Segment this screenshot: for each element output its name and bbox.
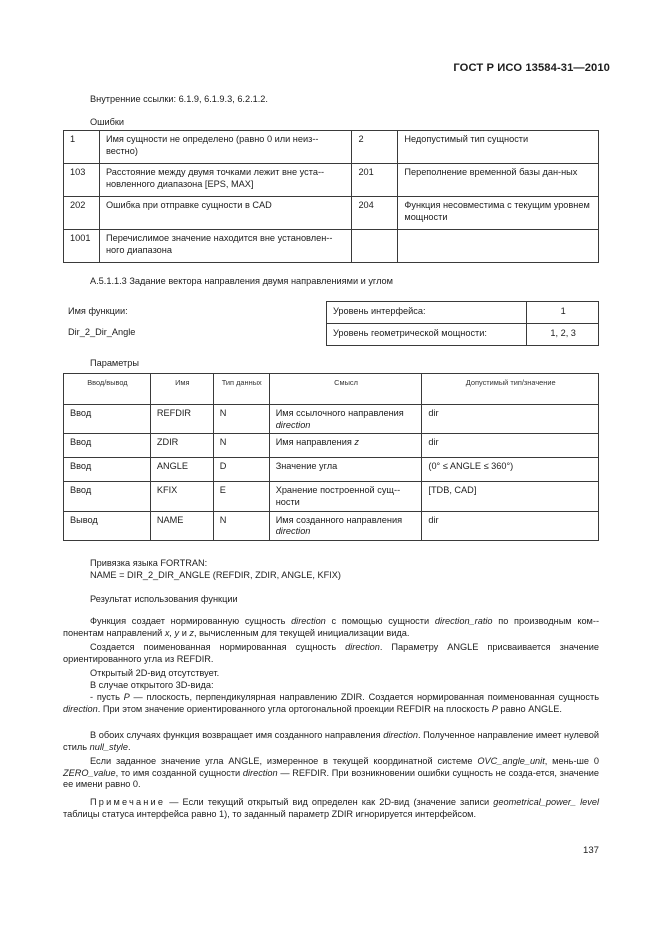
parameters-title: Параметры (90, 358, 139, 368)
error-message: Переполнение временной базы дан-ных (398, 164, 599, 197)
result-paragraph: Создается поименованная нормированная сущность direction. Параметру ANGLE присваивается значение ориентированного угла из REFDIR. (63, 642, 599, 664)
table-row (64, 511, 599, 540)
error-code: 1001 (64, 230, 100, 263)
power-level-label: Уровень геометрической мощности: (327, 324, 527, 346)
errors-title: Ошибки (90, 117, 125, 127)
error-message: Расстояние между двумя точками лежит вне уста-новленного диапазона [EPS, MAX] (99, 164, 351, 197)
param-io: Вывод (64, 511, 151, 540)
meaning-term: z (354, 437, 359, 448)
meaning-text: Имя созданного направления (275, 514, 403, 525)
param-type: N (213, 511, 269, 540)
table-row (64, 131, 599, 164)
result-title: Результат использования функции (90, 594, 238, 604)
param-type: E (213, 482, 269, 511)
result-paragraph: Функция создает нормированную сущность direction с помощью сущности direction_ratio по производным ком-понентам направлений x, y и z, вычисленным для текущей инициализации вида. (63, 616, 599, 638)
param-type: N (213, 434, 269, 458)
error-code: 201 (352, 164, 398, 197)
function-name: Dir_2_Dir_Angle (68, 327, 136, 337)
param-name: ANGLE (150, 458, 213, 482)
param-value: (0° ≤ ANGLE ≤ 360°) (422, 458, 599, 482)
error-code: 2 (352, 131, 398, 164)
document-header: ГОСТ Р ИСО 13584-31—2010 (453, 62, 610, 74)
param-io: Ввод (64, 434, 151, 458)
error-code: 103 (64, 164, 100, 197)
parameters-table (63, 373, 599, 541)
table-row (64, 164, 599, 197)
meaning-text: Имя направления (275, 437, 352, 448)
result-paragraph: В случае открытого 3D-вида: (90, 680, 214, 690)
error-message: Функция несовместима с текущим уровнем мощности (398, 197, 599, 230)
interface-level-label: Уровень интерфейса: (327, 302, 527, 324)
column-header: Смысл (269, 374, 422, 405)
interface-level-value: 1 (527, 302, 599, 324)
error-message: Ошибка при отправке сущности в CAD (99, 197, 351, 230)
note-paragraph: Примечание — Если текущий открытый вид определен как 2D-вид (значение записи geometrical_power_ level таблицы статуса интерфейса равно 1), то заданный параметр ZDIR игнорируется интерфейсом. (63, 797, 599, 819)
param-value: dir (422, 511, 599, 540)
error-message: Недопустимый тип сущности (398, 131, 599, 164)
table-row (64, 482, 599, 511)
param-type: N (213, 405, 269, 434)
param-value: dir (422, 434, 599, 458)
table-row (327, 324, 599, 346)
column-header: Ввод/вывод (64, 374, 151, 405)
param-meaning: Значение угла (269, 458, 422, 482)
param-io: Ввод (64, 405, 151, 434)
fortran-binding-title: Привязка языка FORTRAN: (90, 558, 208, 568)
function-name-label: Имя функции: (68, 306, 128, 316)
param-name: REFDIR (150, 405, 213, 434)
meaning-text: Имя ссылочного направления (275, 408, 404, 418)
table-header-row (64, 374, 599, 405)
param-name: ZDIR (150, 434, 213, 458)
param-meaning (269, 511, 422, 540)
table-row (64, 434, 599, 458)
param-io: Ввод (64, 482, 151, 511)
param-value: dir (422, 405, 599, 434)
table-row (64, 458, 599, 482)
page-number: 137 (582, 845, 599, 856)
error-message: Перечислимое значение находится вне установлен-ного диапазона (99, 230, 351, 263)
param-meaning (269, 405, 422, 434)
param-name: NAME (150, 511, 213, 540)
interface-table (326, 301, 599, 346)
error-code: 1 (64, 131, 100, 164)
result-paragraph: Открытый 2D-вид отсутствует. (90, 668, 220, 678)
param-value: [TDB, CAD] (422, 482, 599, 511)
column-header: Имя (150, 374, 213, 405)
table-row (64, 197, 599, 230)
param-name: KFIX (150, 482, 213, 511)
table-row (64, 230, 599, 263)
error-code (352, 230, 398, 263)
column-header: Тип данных (213, 374, 269, 405)
param-meaning: Хранение построенной сущ-ности (269, 482, 422, 511)
internal-references: Внутренние ссылки: 6.1.9, 6.1.9.3, 6.2.1.2. (90, 94, 268, 104)
param-io: Ввод (64, 458, 151, 482)
result-paragraph: - пусть P — плоскость, перпендикулярная направлению ZDIR. Создается нормированная поименованная сущность direction. При этом значение ориентированного угла ортогональной проекции REFDIR на плоскость P равно ANGLE. (63, 692, 600, 714)
fortran-binding-signature: NAME = DIR_2_DIR_ANGLE (REFDIR, ZDIR, ANGLE, KFIX) (90, 570, 341, 580)
param-meaning (269, 434, 422, 458)
section-heading: А.5.1.1.3 Задание вектора направления двумя направлениями и углом (90, 276, 393, 286)
power-level-value: 1, 2, 3 (527, 324, 599, 346)
error-code: 204 (352, 197, 398, 230)
errors-table (63, 130, 599, 263)
result-paragraph: В обоих случаях функция возвращает имя созданного направления direction. Полученное направление имеет нулевой стиль null_style. (63, 730, 599, 752)
table-row (64, 405, 599, 434)
error-message (398, 230, 599, 263)
column-header: Допустимый тип/значение (422, 374, 599, 405)
error-message: Имя сущности не определено (равно 0 или неиз-вестно) (99, 131, 351, 164)
param-type: D (213, 458, 269, 482)
error-code: 202 (64, 197, 100, 230)
result-paragraph: Если заданное значение угла ANGLE, измеренное в текущей координатной системе OVC_angle_unit, мень-ше 0 ZERO_value, то имя созданной сущности direction — REFDIR. При возникновении ошибки сущность не созда-ется, значение ее имени равно 0. (63, 756, 600, 790)
meaning-term: direction (275, 526, 311, 537)
note-label: Примечание (90, 797, 166, 807)
meaning-term: direction (275, 419, 311, 430)
table-row (327, 302, 599, 324)
